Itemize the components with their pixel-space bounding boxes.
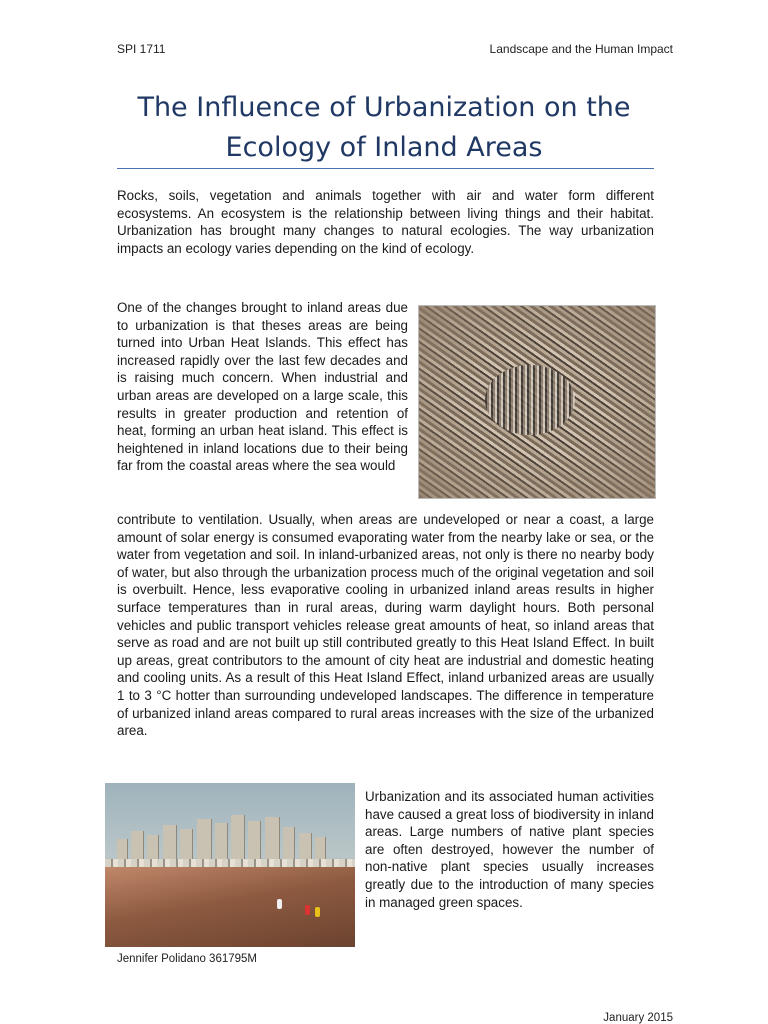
paragraph-biodiversity: Urbanization and its associated human activities have caused a great loss of biodiversity in inland areas. Large numbers of native plant species are often destroyed, however the number of non-native plant species usually increases greatly due to the introduction of many species in managed green spaces.	[365, 789, 654, 910]
construction-site-image	[105, 783, 355, 947]
title-divider	[117, 168, 654, 169]
header-course-code: SPI 1711	[117, 42, 166, 56]
paragraph-heat-island-wrapped: One of the changes brought to inland areas due to urbanization is that theses areas are being turned into Urban Heat Islands. This effect has increased rapidly over the last few decades and is raising much concern. When industrial and urban areas are developed on a large scale, this results in greater production and retention of heat, forming an urban heat island. This effect is heightened in inland locations due to their being far from the coastal areas where the sea would	[117, 300, 408, 474]
paragraph-intro: Rocks, soils, vegetation and animals together with air and water form different ecosystems. An ecosystem is the relationship between living things and their habitat. Urbanization has brought many changes to natural ecologies. The way urbanization impacts an ecology varies depending on the kind of ecology.	[117, 188, 654, 256]
header-course-title: Landscape and the Human Impact	[489, 42, 673, 56]
footer-author: Jennifer Polidano 361795M	[117, 953, 258, 965]
urban-aerial-image-center	[485, 365, 575, 435]
paragraph-heat-island-continued: contribute to ventilation. Usually, when areas are undeveloped or near a coast, a large amount of solar energy is consumed evaporating water from the nearby lake or sea, or the water from vegetation and soil. In inland-urbanized areas, not only is there no nearby body of water, but also through the urbanization process much of the original vegetation and soil is overbuilt. Hence, less evaporative cooling in urbanized inland areas results in higher surface temperatures than in rural areas, during warm daylight hours. Both personal vehicles and public transport vehicles release great amounts of heat, so inland areas that serve as road and are not built up still contributed greatly to this Heat Island Effect. In built up areas, great contributors to the amount of city heat are industrial and domestic heating and cooling units. As a result of this Heat Island Effect, inland urbanized areas are usually 1 to 3 °C hotter than surrounding undeveloped landscapes. The difference in temperature of urbanized inland areas compared to rural areas increases with the size of the urbanized area.	[117, 512, 654, 739]
document-title: The Influence of Urbanization on the Ecology of Inland Areas	[137, 92, 631, 163]
footer-date: January 2015	[603, 1012, 673, 1024]
